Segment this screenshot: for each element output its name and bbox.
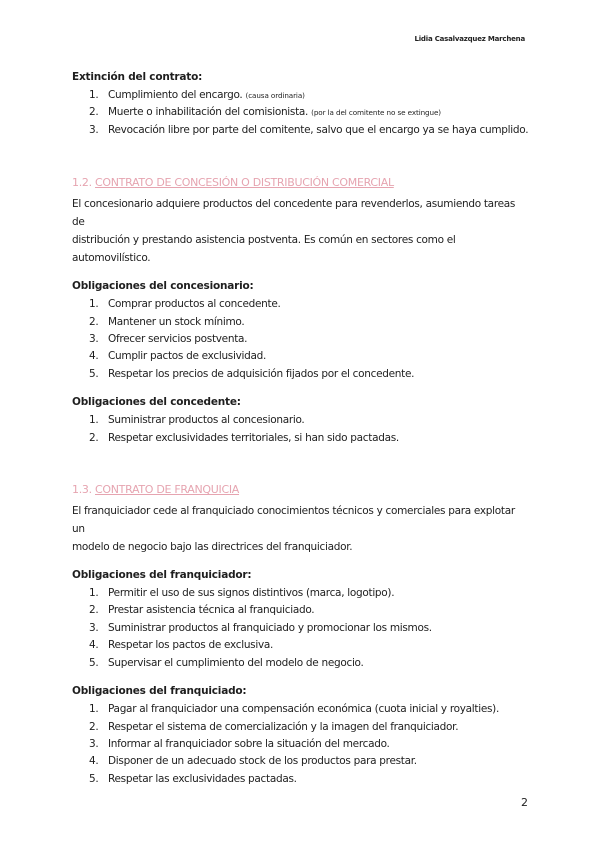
item-text: Prestar asistencia técnica al franquiciado. — [108, 604, 315, 617]
paragraph-line: modelo de negocio bajo las directrices del franquiciador. — [72, 541, 353, 554]
item-text: Supervisar el cumplimiento del modelo de negocio. — [108, 656, 364, 669]
item-text: Respetar los pactos de exclusiva. — [108, 639, 274, 652]
franquicia-section — [72, 483, 528, 788]
item-number: 1. — [89, 703, 99, 716]
paragraph-line: El concesionario adquiere productos del concedente para revenderlos, asumiendo tareas de — [72, 198, 516, 229]
item-text: Suministrar productos al concesionario. — [108, 414, 305, 427]
list-item — [72, 753, 528, 770]
item-number: 5. — [89, 772, 99, 785]
list-item — [72, 736, 528, 753]
item-number: 1. — [89, 587, 99, 600]
list-item — [72, 655, 528, 672]
section-title-text: CONTRATO DE CONCESIÓN O DISTRIBUCIÓN COMERCIAL — [95, 176, 394, 190]
franquiciado-heading: Obligaciones del franquiciado: — [72, 685, 247, 698]
list-item — [72, 719, 528, 736]
section-title-franquicia — [72, 483, 528, 497]
franquiciador-heading: Obligaciones del franquiciador: — [72, 569, 252, 582]
item-number: 3. — [89, 737, 99, 750]
list-item — [72, 87, 528, 104]
item-number: 2. — [89, 431, 99, 444]
item-text: Muerte o inhabilitación del comisionista. — [108, 106, 309, 119]
list-item — [72, 771, 528, 788]
page-number: 2 — [521, 796, 528, 809]
item-text: Cumplimiento del encargo. — [108, 89, 243, 101]
item-number: 5. — [89, 656, 99, 669]
item-number: 3. — [89, 333, 99, 346]
list-item — [72, 430, 528, 447]
item-text: Respetar exclusividades territoriales, si han sido pactadas. — [108, 431, 399, 444]
item-text: Informar al franquiciador sobre la situación del mercado. — [108, 737, 390, 750]
list-item — [72, 585, 528, 602]
item-number: 5. — [89, 367, 99, 380]
list-item — [72, 348, 528, 365]
item-number: 2. — [89, 106, 99, 119]
list-item — [72, 296, 528, 313]
section-title-text: CONTRATO DE FRANQUICIA — [95, 483, 240, 497]
author-header: Lidia Casalvazquez Marchena — [414, 35, 525, 43]
item-number: 2. — [89, 720, 99, 733]
concedente-heading: Obligaciones del concedente: — [72, 396, 241, 409]
item-number: 4. — [89, 639, 99, 652]
list-item — [72, 637, 528, 654]
paragraph-line: El franquiciador cede al franquiciado conocimientos técnicos y comerciales para explotar un — [72, 505, 515, 536]
section-title-concesion — [72, 176, 528, 190]
list-item — [72, 122, 528, 139]
concedente-list — [72, 412, 528, 447]
item-number: 1. — [89, 414, 99, 427]
item-text: Cumplir pactos de exclusividad. — [108, 350, 267, 363]
item-text: Comprar productos al concedente. — [108, 298, 281, 311]
concesionario-heading: Obligaciones del concesionario: — [72, 280, 254, 293]
section-number: 1.3. — [72, 483, 92, 497]
paragraph-line: distribución y prestando asistencia postventa. Es común en sectores como el — [72, 234, 456, 247]
franquiciador-list — [72, 585, 528, 672]
item-note: (causa ordinaria) — [245, 91, 305, 100]
item-number: 2. — [89, 315, 99, 328]
item-number: 4. — [89, 350, 99, 363]
list-item — [72, 104, 528, 121]
concesionario-list — [72, 296, 528, 383]
concesion-paragraph — [72, 195, 528, 267]
item-note: (por la del comitente no se extingue) — [311, 108, 442, 118]
item-text: Respetar los precios de adquisición fijados por el concedente. — [108, 367, 415, 380]
franquicia-paragraph — [72, 502, 528, 556]
item-text: Disponer de un adecuado stock de los productos para prestar. — [108, 755, 417, 768]
item-number: 3. — [89, 123, 99, 136]
item-text: Respetar el sistema de comercialización y la imagen del franquiciador. — [108, 720, 459, 733]
extincion-heading: Extinción del contrato: — [72, 71, 203, 83]
item-text: Suministrar productos al franquiciado y promocionar los mismos. — [108, 621, 432, 634]
extincion-section — [72, 70, 528, 139]
list-item — [72, 331, 528, 348]
item-text: Permitir el uso de sus signos distintivos (marca, logotipo). — [108, 587, 395, 600]
franquiciado-list — [72, 701, 528, 788]
item-number: 4. — [89, 755, 99, 768]
paragraph-line: automovilístico. — [72, 252, 151, 265]
item-text: Revocación libre por parte del comitente, salvo que el encargo ya se haya cumplido. — [108, 123, 529, 136]
item-text: Respetar las exclusividades pactadas. — [108, 772, 297, 785]
concesion-section — [72, 176, 528, 447]
page-content — [72, 70, 528, 788]
list-item — [72, 412, 528, 429]
item-text: Pagar al franquiciador una compensación económica (cuota inicial y royalties). — [108, 703, 500, 716]
item-number: 2. — [89, 604, 99, 617]
item-text: Mantener un stock mínimo. — [108, 315, 245, 328]
section-number: 1.2. — [72, 176, 92, 190]
item-number: 1. — [89, 89, 99, 101]
list-item — [72, 314, 528, 331]
extincion-list — [72, 87, 528, 139]
list-item — [72, 366, 528, 383]
list-item — [72, 602, 528, 619]
item-text: Ofrecer servicios postventa. — [108, 333, 248, 346]
item-number: 1. — [89, 298, 99, 311]
list-item — [72, 620, 528, 637]
list-item — [72, 701, 528, 718]
item-number: 3. — [89, 621, 99, 634]
